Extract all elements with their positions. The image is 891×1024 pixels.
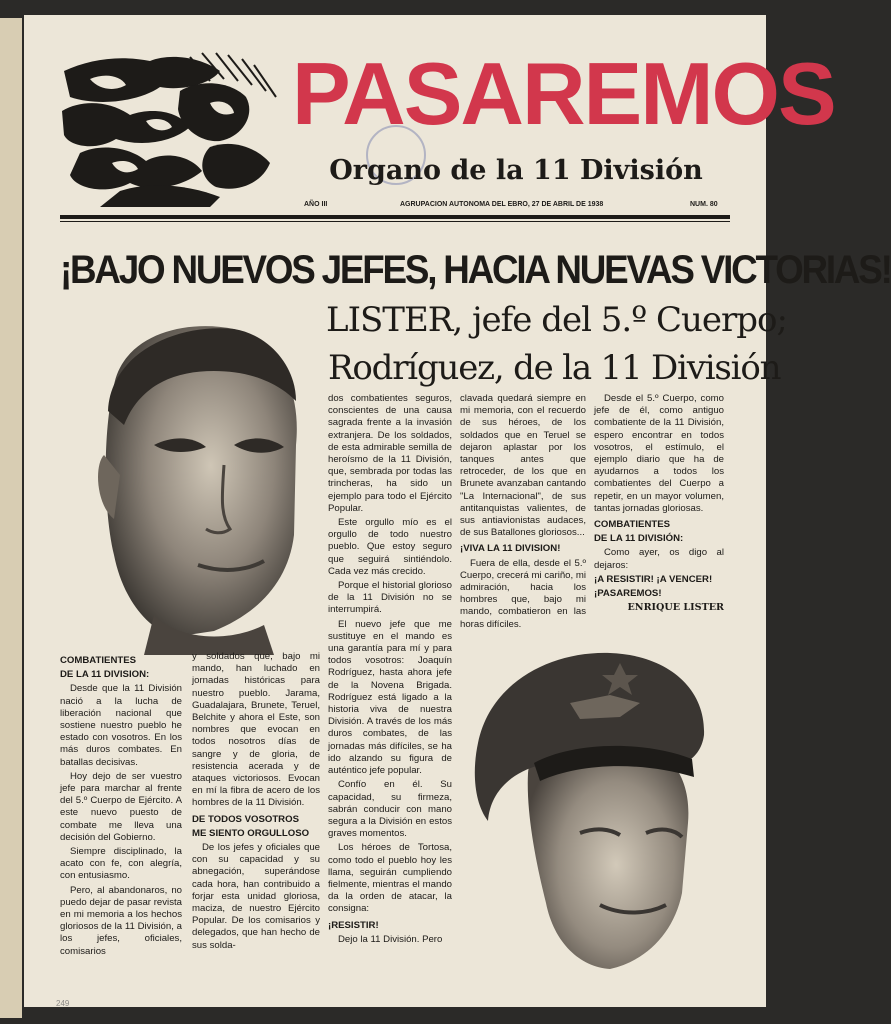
- issue-number: NUM. 80: [690, 201, 718, 208]
- masthead-illustration-icon: [60, 51, 280, 209]
- paragraph: El nuevo jefe que me sustituye en el mando es una garantía para mí y para todos vosotros: Joaquín Rodríguez, hasta ahora jefe de la Novena Brigada. Rodríguez está ligado a la historia viva de nuestra División. A través de los más duros combates, de las jornadas más difíciles, se ha ido alzando su figura de auténtico jefe popular.: [328, 618, 452, 777]
- article-column-5: [594, 393, 724, 643]
- paragraph: Porque el historial glorioso de la 11 División no se interrumpirá.: [328, 580, 452, 616]
- masthead-rule-thin: [60, 221, 730, 222]
- paragraph: Dejo la 11 División. Pero: [338, 933, 443, 945]
- paragraph: y soldados que, bajo mi mando, han luchado en jornadas históricas para nuestro pueblo. Jarama, Guadalajara, Brunete, Teruel, Belchite y ahora el Este, son nombres que evocan en todos nosotros días de sangre y de gloria, de resistencia acerada y de ataques victoriosos. Evocan en mí la fibra de acero de los hombres de la 11 División.: [192, 651, 320, 809]
- paragraph: Hoy dejo de ser vuestro jefe para marchar al frente del 5.º Cuerpo de Ejército. A este nuevo puesto de combate me lleva una decisión del Gobierno.: [60, 770, 182, 843]
- portrait-lister-photo: [74, 315, 306, 655]
- paragraph: Pero, al abandonaros, no puedo dejar de pasar revista en mi memoria a los hechos gloriosos de la 11 División, a los jefes, oficiales, comisarios: [60, 884, 182, 957]
- article-column-2: [192, 651, 320, 981]
- pencil-archive-note: 249: [56, 999, 70, 1008]
- article-column-4: [460, 393, 586, 643]
- issue-year: AÑO III: [304, 201, 328, 208]
- slogan-line: ¡A RESISTIR! ¡A VENCER!: [594, 573, 713, 585]
- paragraph: clavada quedará siempre en mi memoria, con el recuerdo de sus héroes, de los soldados que en Teruel se dejaron aplastar por los tanques antes que retroceder, de los que en Brunete avanzaban cantando "La Internacional", de sus antitanquistas valientes, de sus antiavionistas audaces, de sus Batallones gloriosos...: [460, 393, 586, 539]
- book-spine: [0, 18, 22, 1018]
- column5-heading-line1: COMBATIENTES: [594, 519, 671, 531]
- portrait-rodriguez-photo: [470, 643, 718, 973]
- subheadline-line1: LISTER, jefe del 5.º Cuerpo;: [326, 300, 787, 340]
- column2-heading-line2: ME SIENTO ORGULLOSO: [192, 827, 310, 839]
- paragraph: Confío en él. Su capacidad, su firmeza, sabrán conducir con mano segura a la División en estos graves momentos.: [328, 779, 452, 840]
- issue-info-line: [60, 199, 728, 213]
- paragraph: Fuera de ella, desde el 5.º Cuerpo, crecerá mi cariño, mi admiración, hacia los hombres que, bajo mi mando, combatieron en las horas difíciles.: [460, 557, 586, 630]
- subheadline-line2: Rodríguez, de la 11 División: [328, 348, 781, 388]
- masthead-subtitle: Organo de la 11 División: [329, 155, 703, 186]
- article-column-1: [60, 651, 182, 981]
- column2-heading-line1: DE TODOS VOSOTROS: [192, 813, 299, 825]
- paragraph: Desde que la 11 División nació a la lucha de liberación nacional que sostiene nuestro pueblo he estado con vosotros. En los más duros combates. En batallas decisivas.: [60, 683, 182, 768]
- slogan-line: ¡PASAREMOS!: [594, 588, 662, 600]
- column5-heading-line2: DE LA 11 DIVISIÓN:: [594, 533, 684, 545]
- masthead-title: PASAREMOS: [292, 44, 835, 143]
- paragraph: Siempre disciplinado, la acato con fe, con alegría, con entusiasmo.: [60, 846, 182, 882]
- paragraph: Desde el 5.º Cuerpo, como jefe de él, como antiguo combatiente de la 11 División, espero encontrar en todos vosotros, el estímulo, el ejemplo diario que ha de ayudarnos a todos los combatientes del Cuerpo a repetir, en un mayor volumen, tantas jornadas gloriosas.: [594, 393, 724, 514]
- column3-heading: ¡RESISTIR!: [328, 919, 379, 931]
- signature-enrique-lister: ENRIQUE LISTER: [627, 602, 724, 614]
- column1-heading-line2: DE LA 11 DIVISION:: [60, 669, 150, 681]
- paragraph: De los jefes y oficiales que con su capacidad y su abnegación, superándose cada hora, han contribuido a forjar esta unidad gloriosa, maciza, de nuestro Ejército Popular. De los comisarios y delegados, que han hecho de sus solda-: [192, 842, 320, 951]
- article-column-3: [328, 393, 452, 983]
- column1-heading-line1: COMBATIENTES: [60, 655, 137, 666]
- main-headline: ¡BAJO NUEVOS JEFES, HACIA NUEVAS VICTORIAS!: [60, 248, 891, 292]
- paragraph: Los héroes de Tortosa, como todo el pueblo hoy les llama, seguirán cumpliendo fielmente, mientras el mando da la orden de atacar, la consigna:: [328, 842, 452, 915]
- issue-place-date: AGRUPACION AUTONOMA DEL EBRO, 27 DE ABRIL DE 1938: [400, 201, 604, 208]
- masthead-rule-thick: [60, 215, 730, 219]
- paragraph: dos combatientes seguros, conscientes de una causa sagrada frente a la invasión extranjera. De los soldados, de esta admirable semilla de heroísmo de la 11 División, que, sembrada por todas las trincheras, ha sido un ejemplo para todo el Ejército Popular.: [328, 393, 452, 514]
- paragraph: Este orgullo mío es el orgullo de todo nuestro pueblo. Que estoy seguro que seguirá sintiéndolo. Cada vez más crecido.: [328, 517, 452, 577]
- newspaper-page: [24, 15, 891, 1008]
- column4-heading: ¡VIVA LA 11 DIVISION!: [460, 543, 561, 555]
- paragraph: Como ayer, os digo al dejaros:: [594, 547, 724, 571]
